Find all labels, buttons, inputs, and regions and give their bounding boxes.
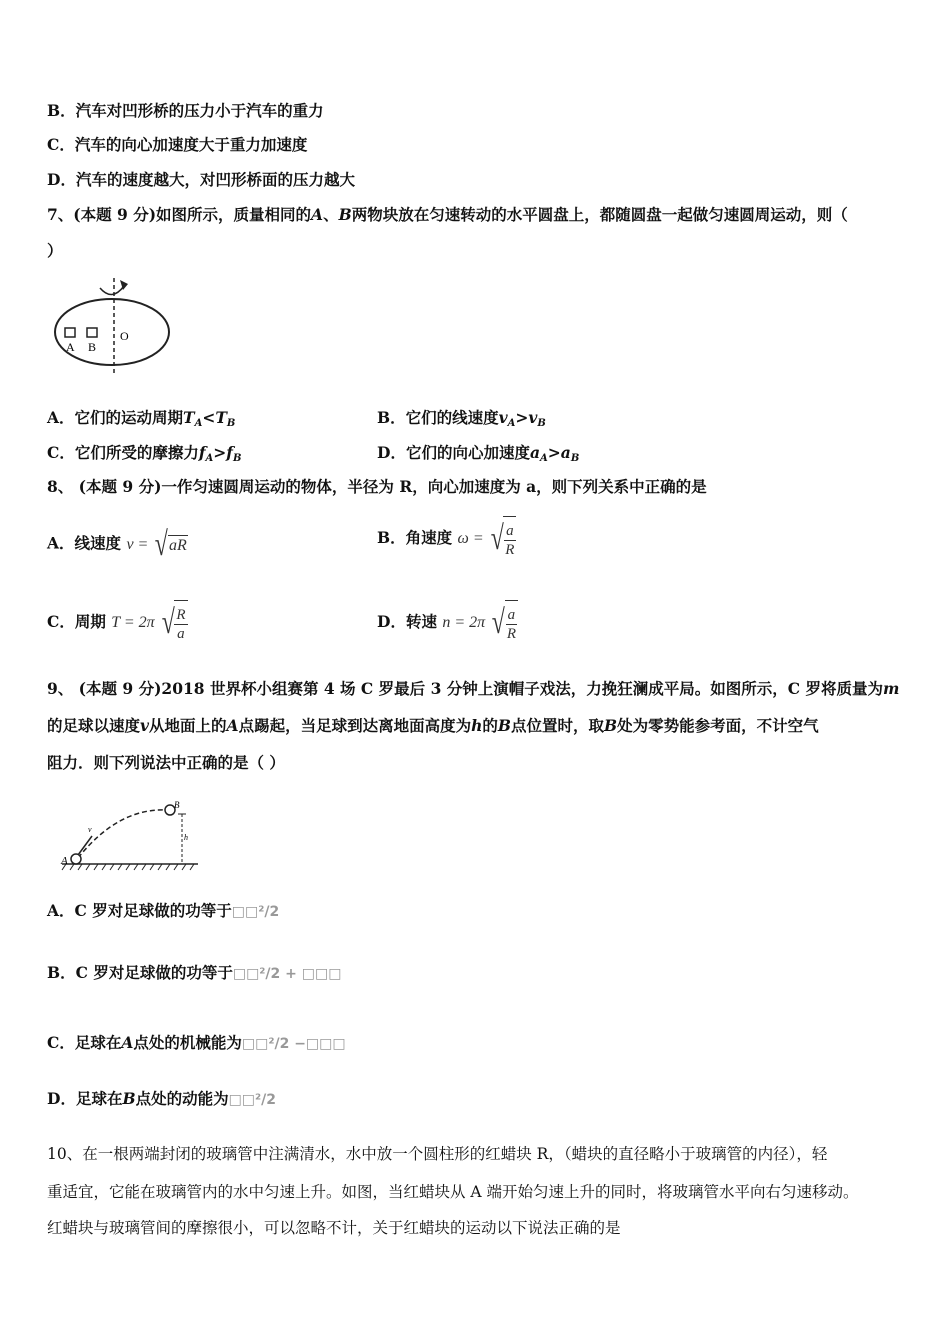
block-b	[87, 328, 97, 337]
q8-option-a: A．线速度 v = √ aR	[47, 526, 187, 563]
q7-stem-line1: 7、(本题 9 分)如图所示，质量相同的A、B两物块放在匀速转动的水平圆盘上，都随圆盘一起做匀速圆周运动，则（	[47, 205, 848, 224]
q8-a-sqrt: √ aR	[155, 526, 187, 563]
q9-a-formula: □□²/2	[231, 904, 280, 920]
q8-stem: 8、 (本题 9 分)一作匀速圆周运动的物体，半径为 R，向心加速度为 a，则下列关系中正确的是	[47, 477, 707, 496]
label-a: A	[66, 340, 75, 354]
q9-c-formula: □□²/2 −□□□	[241, 1036, 346, 1052]
q9-d-formula: □□²/2	[228, 1092, 277, 1108]
q9-b-formula: □□²/2 + □□□	[232, 966, 342, 982]
q9-option-d: D．足球在B点处的动能为□□²/2	[47, 1089, 277, 1108]
q7-disc-figure	[48, 272, 178, 382]
q6-option-d: D．汽车的速度越大，对凹形桥面的压力越大	[47, 170, 355, 189]
disc-ellipse	[55, 299, 169, 365]
q9-option-a: A．C 罗对足球做的功等于□□²/2	[47, 901, 280, 920]
q8-option-c: C．周期 T = 2π √ $\frac{R}{a}$	[47, 600, 188, 646]
label-b: B	[88, 340, 97, 354]
q8-option-d: D．转速 n = 2π √ $\frac{a}{R}$	[377, 600, 518, 646]
q8-a-lhs: v =	[126, 535, 149, 553]
q9-stem-line2: 的足球以速度v从地面上的A点踢起，当足球到达离地面高度为h的B点位置时，取B处为零势能参考面，不计空气	[47, 716, 819, 735]
rotation-arrow-icon	[100, 286, 124, 295]
velocity-label: v	[88, 825, 92, 834]
label-height: h	[184, 833, 188, 842]
label-ball-b: B	[174, 800, 180, 810]
label-ball-a: A	[61, 855, 68, 867]
q9-option-b: B．C 罗对足球做的功等于□□²/2 + □□□	[47, 963, 342, 982]
q7-option-d: D．它们的向心加速度$a_A>a_B$	[377, 443, 580, 464]
q7-option-a: A．它们的运动周期$T_A<T_B$	[47, 408, 236, 429]
label-o: O	[120, 329, 129, 343]
q7-option-b: B．它们的线速度$v_A>v_B$	[377, 408, 546, 429]
q7-option-c: C．它们所受的摩擦力$f_A>f_B$	[47, 443, 242, 464]
q9-option-c: C．足球在A点处的机械能为□□²/2 −□□□	[47, 1033, 346, 1052]
q6-option-c: C．汽车的向心加速度大于重力加速度	[47, 135, 308, 154]
q10-line1: 10、在一根两端封闭的玻璃管中注满清水，水中放一个圆柱形的红蜡块 R，（蜡块的直径略小于玻璃管的内径），轻	[47, 1145, 828, 1163]
ground-hatch	[62, 864, 194, 870]
q9-stem-line3: 阻力．则下列说法中正确的是（ ）	[47, 753, 285, 772]
q9-stem-line1: 9、 (本题 9 分)2018 世界杯小组赛第 4 场 C 罗最后 3 分钟上演帽子戏法，力挽狂澜成平局。如图所示，C 罗将质量为m	[47, 679, 900, 698]
q7-stem-line2: ）	[47, 241, 63, 260]
q10-line2: 重适宜，它能在玻璃管内的水中匀速上升。如图，当红蜡块从 A 端开始匀速上升的同时，将玻璃管水平向右匀速移动。	[47, 1183, 859, 1201]
q10-line3: 红蜡块与玻璃管间的摩擦很小，可以忽略不计，关于红蜡块的运动以下说法正确的是	[47, 1219, 621, 1237]
q9-trajectory-figure	[58, 798, 203, 878]
q6-option-b: B．汽车对凹形桥的压力小于汽车的重力	[47, 101, 324, 120]
block-a	[65, 328, 75, 337]
ball-a	[71, 854, 81, 864]
q8-option-b: B．角速度 ω = √ $\frac{a}{R}$	[377, 516, 516, 562]
